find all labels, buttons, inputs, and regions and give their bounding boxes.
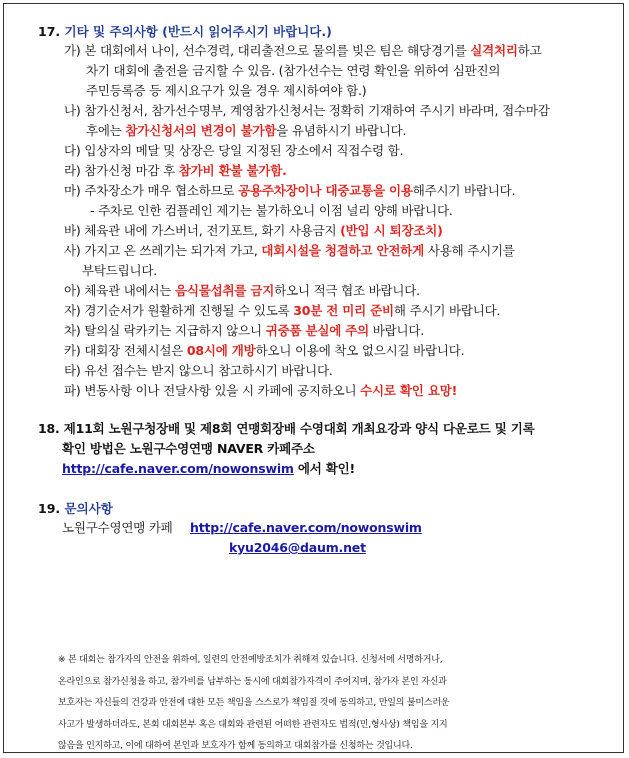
item-ka: 카) 대회장 전체시설은 08시에 개방하오니 이용에 착오 없으시길 바랍니다.: [64, 343, 465, 358]
section-18-line3: http://cafe.naver.com/nowonswim 에서 확인!: [62, 461, 356, 476]
item-aa: 아) 체육관 내에서는 음식물섭취를 금지하오니 적극 협조 바랍니다.: [64, 283, 420, 298]
section-19-line1: 노원구수영연맹 카페: [62, 520, 173, 535]
item-da: 다) 입상자의 메달 및 상장은 당일 지정된 장소에서 직접수령 함.: [64, 143, 404, 158]
item-ga-line2: 차기 대회에 출전을 금지할 수 있음. (참가선수는 연령 확인을 위하여 심판진의: [86, 63, 501, 78]
section-18-line2: 확인 방법은 노원구수영연맹 NAVER 카페주소: [62, 441, 315, 456]
notice-line: 보호자는 자신들의 건강과 안전에 대한 모든 책임을 스스로가 책임질 것에 동의하고, 만일의 불미스러운: [58, 698, 450, 708]
email-link[interactable]: kyu2046@daum.net: [229, 540, 366, 555]
section-19-cafe: [190, 520, 422, 536]
notice-line: ※ 본 대회는 참가자의 안전을 위하여, 일련의 안전예방조치가 취해져 있습니다. 신청서에 서명하거나,: [58, 655, 443, 665]
item-ga-line3: 주민등록증 등 제시요구가 있을 경우 제시하여야 함.): [86, 83, 367, 98]
item-na-line2: 후에는 참가신청서의 변경이 불가함을 유념하시기 바랍니다.: [86, 123, 407, 138]
item-pa: 파) 변동사항 이나 전달사항 있을 시 카페에 공지하오니 수시로 확인 요망!: [64, 383, 458, 398]
cafe-link-18[interactable]: http://cafe.naver.com/nowonswim: [62, 461, 294, 476]
section-19-title: 19. 문의사항: [38, 501, 113, 516]
section-17-title: 17. 기타 및 주의사항 (반드시 읽어주시기 바랍니다.): [38, 24, 332, 39]
notice-line: 온라인으로 참가신청을 하고, 참가비를 납부하는 동시에 대회참가자격이 주어지며, 참가자 본인 자신과: [58, 676, 447, 687]
notice-line: 않음을 인지하고, 이에 대하여 본인과 보호자가 함께 동의하고 대회참가를 신청하는 것입니다.: [58, 741, 413, 751]
item-ga: 가) 본 대회에서 나이, 선수경력, 대리출전으로 물의를 빚은 팀은 해당경기를 실격처리하고: [64, 43, 542, 58]
item-ma-line2: - 주차로 인한 컴플레인 제기는 불가하오니 이점 널리 양해 바랍니다.: [90, 203, 453, 218]
item-sa-line2: 부탁드립니다.: [82, 263, 158, 278]
item-ja: 자) 경기순서가 원활하게 진행될 수 있도록 30분 전 미리 준비해 주시기 바랍니다.: [64, 303, 501, 318]
liability-notice: [58, 650, 578, 758]
item-ma: 마) 주차장소가 매우 협소하므로 공용주차장이나 대중교통을 이용해주시기 바랍니다.: [64, 183, 516, 198]
item-ba: 바) 체육관 내에 가스버너, 전기포트, 화기 사용금지 (반입 시 퇴장조치): [64, 223, 443, 238]
item-ta: 타) 유선 접수는 받지 않으니 참고하시기 바랍니다.: [64, 363, 333, 378]
item-na: 나) 참가신청서, 참가선수명부, 계영참가신청서는 정확히 기재하여 주시기 바라며, 접수마감: [64, 103, 550, 118]
cafe-link-19[interactable]: http://cafe.naver.com/nowonswim: [190, 520, 422, 535]
item-sa: 사) 가지고 온 쓰레기는 되가져 가고, 대회시설을 청결하고 안전하게 사용해 주시기를: [64, 243, 515, 258]
notice-line: 사고가 발생하더라도, 본회 대회본부 혹은 대회와 관련된 어떠한 관련자도 법적(민,형사상) 책임을 지지: [58, 719, 448, 730]
item-ra: 라) 참가신청 마감 후 참가비 환불 불가함.: [64, 163, 287, 178]
section-18-line1: 18. 제11회 노원구청장배 및 제8회 연맹회장배 수영대회 개최요강과 양식 다운로드 및 기록: [38, 421, 535, 436]
item-cha: 차) 탈의실 락카키는 지급하지 않으니 귀중품 분실에 주의 바랍니다.: [64, 323, 425, 338]
section-19-email: [229, 540, 366, 556]
